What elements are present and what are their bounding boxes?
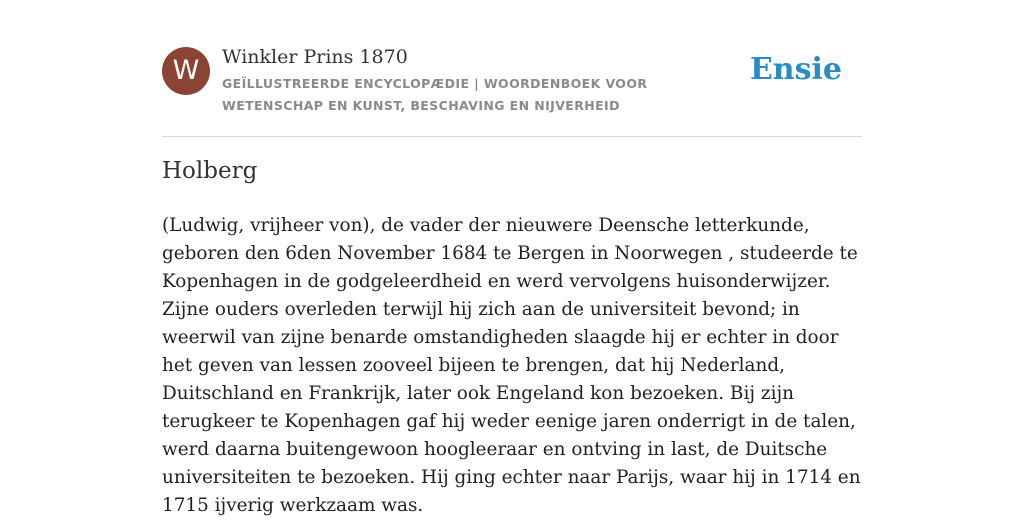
source-title[interactable]: Winkler Prins 1870	[222, 46, 408, 68]
source-subtitle: GEÏLLUSTREERDE ENCYCLOPÆDIE | WOORDENBOEK VOOR WETENSCHAP EN KUNST, BESCHAVING EN NIJVERHEID	[222, 76, 648, 113]
ensie-logo[interactable]: Ensie	[749, 52, 842, 87]
source-avatar[interactable]: W	[162, 47, 210, 95]
entry-body: (Ludwig, vrijheer von), de vader der nieuwere Deensche letterkunde, geboren den 6den November 1684 te Bergen in Noorwegen , studeerde te Kopenhagen in de godgeleerdheid en werd vervolgens huisonderwijzer. Zijne ouders overleden terwijl hij zich aan de universiteit bevond; in weerwil van zijne benarde omstandigheden slaagde hij er echter in door het geven van lessen zooveel bijeen te brengen, dat hij Nederland, Duitschland en Frankrijk, later ook Engeland kon bezoeken. Bij zijn terugkeer te Kopenhagen gaf hij weder eenige jaren onderrigt in de talen, werd daarna buitengewoon hoogleeraar en ontving in last, de Duitsche universiteiten te bezoeken. Hij ging echter naar Parijs, waar hij in 1714 en 1715 ijverig werkzaam was.	[162, 215, 861, 516]
entry-card	[162, 0, 862, 516]
source-header	[162, 0, 862, 137]
entry-title: Holberg	[162, 158, 258, 184]
